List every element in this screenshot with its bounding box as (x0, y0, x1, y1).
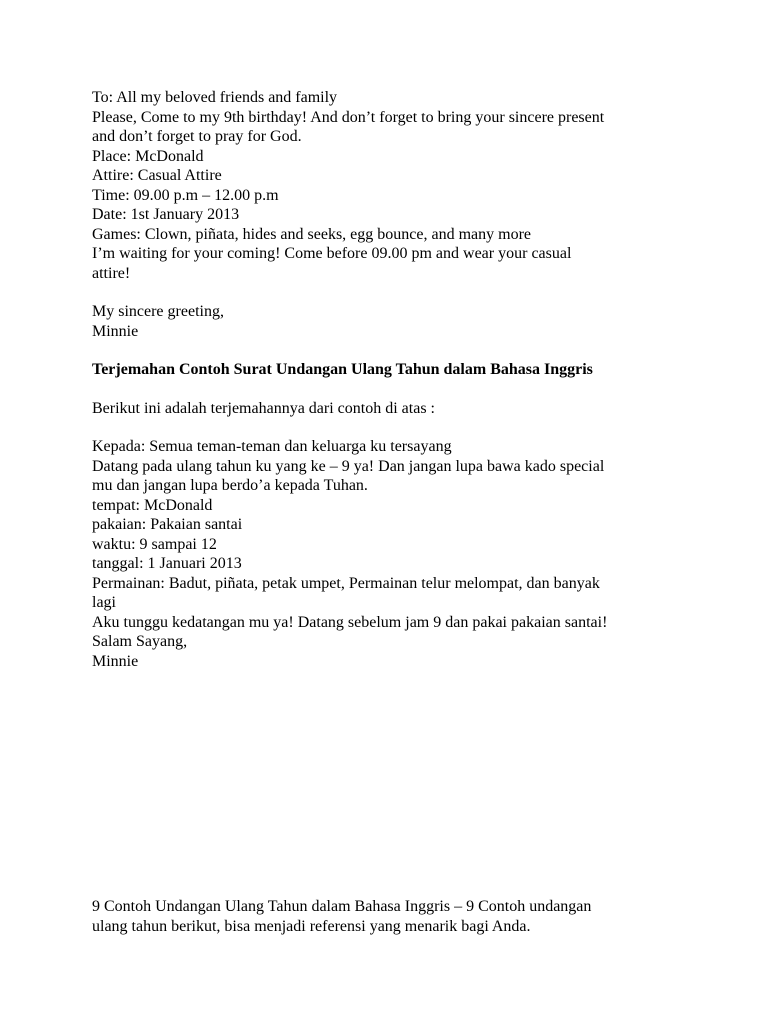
invitation-body-line: Please, Come to my 9th birthday! And don’t forget to bring your sincere present (92, 108, 605, 126)
paragraph-spacer (92, 283, 692, 302)
translation-heading: Terjemahan Contoh Surat Undangan Ulang Tahun dalam Bahasa Inggris (92, 361, 593, 378)
indonesian-invitation (92, 437, 692, 671)
footer-paragraph (92, 897, 692, 936)
invitation-time: waktu: 9 sampai 12 (92, 535, 217, 553)
paragraph-spacer (92, 418, 692, 437)
invitation-signature: Minnie (92, 652, 139, 670)
invitation-body-line: Datang pada ulang tahun ku yang ke – 9 ya! Dan jangan lupa bawa kado special (92, 457, 605, 475)
invitation-recipient: Kepada: Semua teman-teman dan keluarga ku tersayang (92, 438, 452, 455)
invitation-greeting: My sincere greeting, (92, 303, 224, 320)
invitation-signature: Minnie (92, 322, 139, 340)
invitation-closing-line: Aku tunggu kedatangan mu ya! Datang sebelum jam 9 dan pakai pakaian santai! (92, 613, 608, 631)
invitation-time: Time: 09.00 p.m – 12.00 p.m (92, 186, 279, 204)
invitation-closing-line: attire! (92, 264, 131, 282)
invitation-games: Games: Clown, piñata, hides and seeks, egg bounce, and many more (92, 225, 531, 243)
paragraph-spacer (92, 341, 692, 360)
document-page (92, 88, 692, 671)
english-invitation (92, 88, 692, 341)
invitation-greeting: Salam Sayang, (92, 633, 188, 650)
invitation-body-line: mu dan jangan lupa berdo’a kepada Tuhan. (92, 477, 368, 494)
invitation-attire: Attire: Casual Attire (92, 167, 222, 184)
invitation-body-line: and don’t forget to pray for God. (92, 128, 302, 145)
translation-intro: Berikut ini adalah terjemahannya dari contoh di atas : (92, 399, 435, 417)
invitation-date: tanggal: 1 Januari 2013 (92, 555, 242, 572)
invitation-attire: pakaian: Pakaian santai (92, 516, 243, 533)
paragraph-spacer (92, 380, 692, 399)
invitation-date: Date: 1st January 2013 (92, 206, 240, 223)
invitation-games: Permainan: Badut, piñata, petak umpet, Permainan telur melompat, dan banyak (92, 574, 600, 592)
invitation-games: lagi (92, 594, 116, 611)
footer-line: 9 Contoh Undangan Ulang Tahun dalam Bahasa Inggris – 9 Contoh undangan (92, 898, 592, 915)
invitation-place: tempat: McDonald (92, 496, 213, 514)
invitation-recipient: To: All my beloved friends and family (92, 89, 338, 106)
invitation-place: Place: McDonald (92, 147, 204, 165)
footer-line: ulang tahun berikut, bisa menjadi referensi yang menarik bagi Anda. (92, 917, 531, 935)
invitation-closing-line: I’m waiting for your coming! Come before 09.00 pm and wear your casual (92, 245, 572, 262)
